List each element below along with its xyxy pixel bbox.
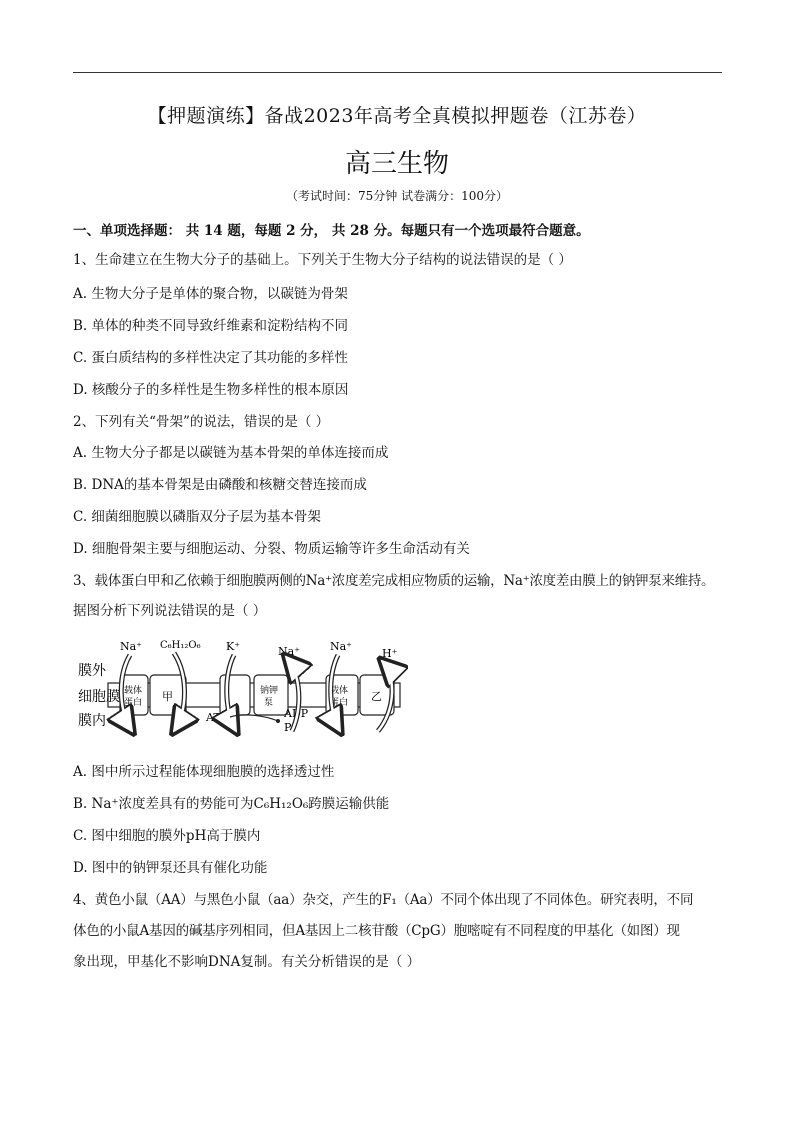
section-heading: 一、单项选择题： 共 14 题，每题 2 分， 共 28 分。每题只有一个选项最符合题意。 bbox=[73, 223, 590, 239]
question-3-option-c: C. 图中细胞的膜外pH高于膜内 bbox=[73, 828, 261, 844]
carrier-right-label-1: 载体 bbox=[330, 686, 349, 696]
question-3-option-d: D. 图中的钠钾泵还具有催化功能 bbox=[73, 860, 268, 876]
glucose-label: C₆H₁₂O₆ bbox=[160, 640, 201, 651]
membrane-transport-diagram bbox=[78, 635, 408, 740]
label-outside: 膜外 bbox=[78, 663, 106, 679]
label-inside: 膜内 bbox=[78, 713, 106, 729]
question-2-stem: 2、下列有关“骨架”的说法，错误的是（ ） bbox=[73, 414, 330, 430]
ion-na-1: Na⁺ bbox=[120, 640, 142, 653]
question-3-option-a: A. 图中所示过程能体现细胞膜的选择透过性 bbox=[73, 764, 335, 780]
ion-h: H⁺ bbox=[382, 647, 398, 660]
question-1-option-a: A. 生物大分子是单体的聚合物，以碳链为骨架 bbox=[73, 286, 348, 302]
question-4-stem-line-3: 象出现，甲基化不影响DNA复制。有关分析错误的是（ ） bbox=[73, 954, 421, 970]
pump-label-2: 泵 bbox=[264, 698, 274, 708]
pi-label: Pi bbox=[284, 721, 295, 734]
ion-k: K⁺ bbox=[226, 640, 241, 653]
adp-label: ADP bbox=[284, 707, 309, 720]
atp-hydrolysis-arrow bbox=[230, 715, 278, 721]
question-1-option-b: B. 单体的种类不同导致纤维素和淀粉结构不同 bbox=[73, 318, 349, 334]
ion-na-3: Na⁺ bbox=[330, 640, 352, 653]
question-1-option-d: D. 核酸分子的多样性是生物多样性的根本原因 bbox=[73, 382, 349, 398]
question-4-stem-line-1: 4、黄色小鼠（AA）与黑色小鼠（aa）杂交，产生的F₁（Aa）不同个体出现了不同体色。研究表明，不同 bbox=[73, 892, 694, 908]
carrier-right-label-2: 蛋白 bbox=[330, 698, 349, 708]
carrier-left-label-2: 蛋白 bbox=[124, 698, 143, 708]
question-1-option-c: C. 蛋白质结构的多样性决定了其功能的多样性 bbox=[73, 350, 348, 366]
question-3-stem-line-1: 3、载体蛋白甲和乙依赖于细胞膜两侧的Na⁺浓度差完成相应物质的运输，Na⁺浓度差由膜上的钠钾泵来维持。 bbox=[73, 573, 715, 589]
carrier-yi-label: 乙 bbox=[371, 690, 382, 703]
label-membrane: 细胞膜 bbox=[78, 689, 120, 705]
pump-label-1: 钠钾 bbox=[260, 686, 279, 696]
atp-dot bbox=[276, 719, 280, 723]
carrier-jia-label: 甲 bbox=[162, 690, 173, 703]
question-1-stem: 1、生命建立在生物大分子的基础上。下列关于生物大分子结构的说法错误的是（ ） bbox=[73, 252, 572, 268]
question-2-option-c: C. 细菌细胞膜以磷脂双分子层为基本骨架 bbox=[73, 509, 321, 525]
question-2-option-d: D. 细胞骨架主要与细胞运动、分裂、物质运输等许多生命活动有关 bbox=[73, 541, 470, 557]
question-3-stem-line-2: 据图分析下列说法错误的是（ ） bbox=[73, 603, 267, 619]
exam-title: 【押题演练】备战2023年高考全真模拟押题卷（江苏卷） bbox=[147, 105, 647, 127]
carrier-left-label-1: 载体 bbox=[124, 686, 143, 696]
question-2-option-b: B. DNA的基本骨架是由磷酸和核糖交替连接而成 bbox=[73, 477, 367, 493]
header-rule bbox=[73, 72, 722, 73]
ion-na-2: Na⁺ bbox=[278, 645, 300, 658]
question-4-stem-line-2: 体色的小鼠A基因的碱基序列相同，但A基因上二核苷酸（CpG）胞嘧啶有不同程度的甲基化（如图）现 bbox=[73, 923, 680, 939]
exam-subject: 高三生物 bbox=[344, 149, 449, 179]
exam-info: （考试时间：75分钟 试卷满分：100分） bbox=[286, 189, 508, 203]
question-3-option-b: B. Na⁺浓度差具有的势能可为C₆H₁₂O₆跨膜运输供能 bbox=[73, 796, 390, 812]
atp-label: ATP bbox=[206, 711, 229, 724]
question-2-option-a: A. 生物大分子都是以碳链为基本骨架的单体连接而成 bbox=[73, 445, 389, 461]
